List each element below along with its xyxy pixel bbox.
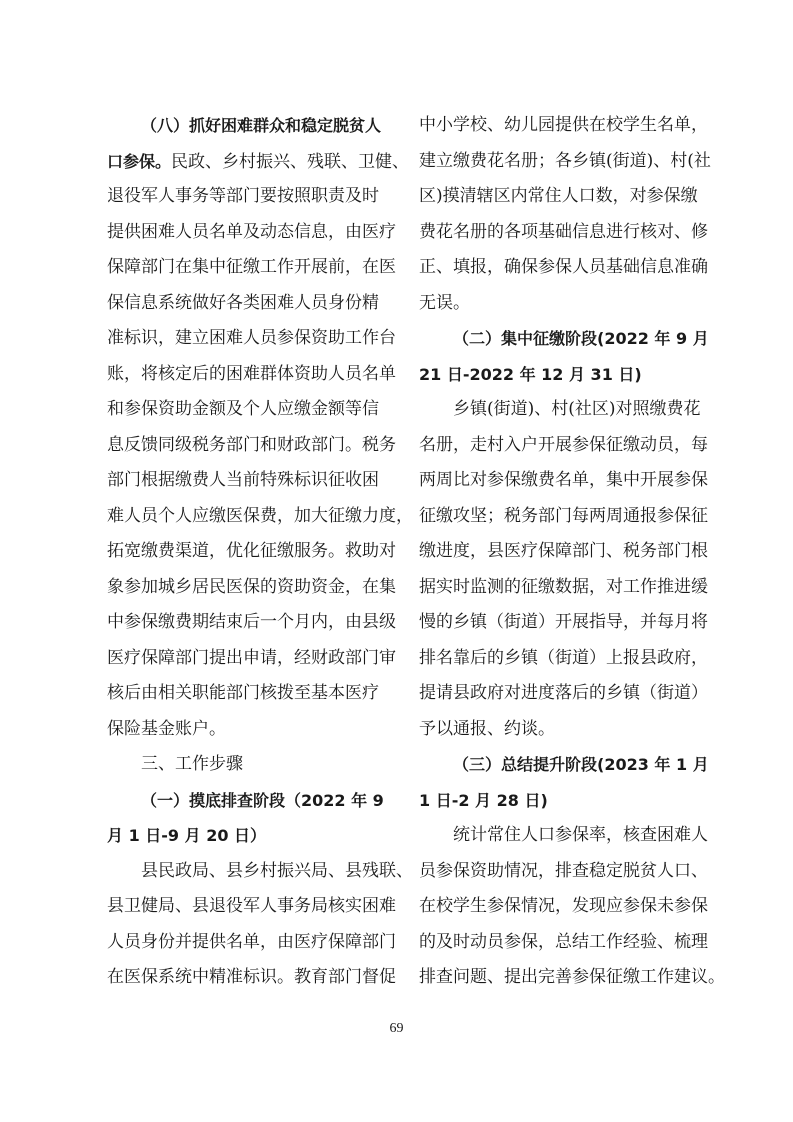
stage-3-heading: （三）总结提升阶段(2023 年 1 月 bbox=[453, 755, 709, 774]
body-line: 无误。 bbox=[419, 292, 470, 313]
body-line: 费花名册的各项基础信息进行核对、修 bbox=[419, 221, 708, 242]
body-line: 区)摸清辖区内常住人口数，对参保缴 bbox=[419, 186, 698, 206]
right-column bbox=[419, 108, 725, 996]
body-line: 据实时监测的征缴数据，对工作推进缓 bbox=[419, 576, 708, 597]
body-line: 县民政局、县乡村振兴局、县残联、 bbox=[141, 860, 413, 881]
body-line: 排名靠后的乡镇（街道）上报县政府， bbox=[419, 647, 708, 668]
section-8-lead-text: 民政、乡村振兴、残联、卫健、 bbox=[171, 151, 410, 172]
section-8-lead-line bbox=[107, 144, 410, 180]
body-line: 乡镇(街道)、村(社区)对照缴费花 bbox=[453, 399, 701, 419]
body-line: 统计常住人口参保率，核查困难人 bbox=[453, 825, 708, 845]
body-line: 象参加城乡居民医保的资助资金，在集 bbox=[107, 576, 396, 597]
body-line: 提供困难人员名单及动态信息，由医疗 bbox=[107, 221, 396, 242]
body-line: 在校学生参保情况，发现应参保未参保 bbox=[419, 896, 708, 916]
stage-2-heading-end: 21 日-2022 年 12 月 31 日) bbox=[419, 364, 642, 384]
stage-3-heading-end: 1 日-2 月 28 日) bbox=[419, 790, 548, 810]
left-column bbox=[107, 108, 413, 996]
body-line: 息反馈同级税务部门和财政部门。税务 bbox=[107, 434, 396, 455]
stage-1-heading: （一）摸底排查阶段（2022 年 9 bbox=[141, 790, 384, 810]
body-line: 中参保缴费期结束后一个月内，由县级 bbox=[107, 612, 396, 632]
body-line: 部门根据缴费人当前特殊标识征收困 bbox=[107, 470, 379, 490]
section-8-heading: （八）抓好困难群众和稳定脱贫人 bbox=[141, 116, 382, 135]
body-line: 难人员个人应缴医保费，加大征缴力度， bbox=[107, 505, 413, 526]
body-line: 予以通报、约谈。 bbox=[419, 718, 555, 739]
body-line: 账，将核定后的困难群体资助人员名单 bbox=[107, 363, 396, 384]
stage-2-heading: （二）集中征缴阶段(2022 年 9 月 bbox=[453, 329, 709, 348]
body-line: 排查问题、提出完善参保征缴工作建议。 bbox=[419, 967, 725, 987]
body-line: 拓宽缴费渠道，优化征缴服务。救助对 bbox=[107, 541, 396, 561]
body-line: 提请县政府对进度落后的乡镇（街道） bbox=[419, 683, 708, 703]
body-line: 和参保资助金额及个人应缴金额等信 bbox=[107, 399, 379, 419]
body-line: 保信息系统做好各类困难人员身份精 bbox=[107, 292, 379, 313]
body-line: 缴进度，县医疗保障部门、税务部门根 bbox=[419, 541, 708, 561]
section-3-title: 三、工作步骤 bbox=[141, 754, 243, 774]
page-number: 69 bbox=[389, 1021, 404, 1036]
body-line: 慢的乡镇（街道）开展指导，并每月将 bbox=[419, 612, 708, 632]
body-line: 保障部门在集中征缴工作开展前，在医 bbox=[107, 257, 396, 277]
body-line: 退役军人事务等部门要按照职责及时 bbox=[107, 186, 379, 206]
section-8-heading-end: 口参保。 bbox=[107, 151, 172, 171]
body-line: 在医保系统中精准标识。教育部门督促 bbox=[107, 967, 396, 987]
body-line: 中小学校、幼儿园提供在校学生名单， bbox=[419, 115, 708, 135]
body-line: 医疗保障部门提出申请，经财政部门审 bbox=[107, 647, 396, 668]
body-line: 的及时动员参保，总结工作经验、梳理 bbox=[419, 931, 708, 952]
body-line: 县卫健局、县退役军人事务局核实困难 bbox=[107, 896, 396, 916]
body-line: 正、填报，确保参保人员基础信息准确 bbox=[419, 257, 708, 277]
body-line: 员参保资助情况，排查稳定脱贫人口、 bbox=[419, 860, 708, 881]
body-line: 征缴攻坚；税务部门每两周通报参保征 bbox=[419, 505, 708, 526]
body-line: 保险基金账户。 bbox=[107, 718, 226, 739]
body-line: 两周比对参保缴费名单，集中开展参保 bbox=[419, 470, 708, 490]
body-line: 名册，走村入户开展参保征缴动员，每 bbox=[419, 434, 708, 455]
body-line: 建立缴费花名册；各乡镇(街道)、村(社 bbox=[419, 150, 711, 171]
body-line: 人员身份并提供名单，由医疗保障部门 bbox=[107, 931, 396, 952]
body-line: 核后由相关职能部门核拨至基本医疗 bbox=[107, 683, 379, 703]
body-line: 准标识，建立困难人员参保资助工作台 bbox=[107, 328, 396, 348]
stage-1-heading-end: 月 1 日-9 月 20 日） bbox=[107, 826, 267, 845]
